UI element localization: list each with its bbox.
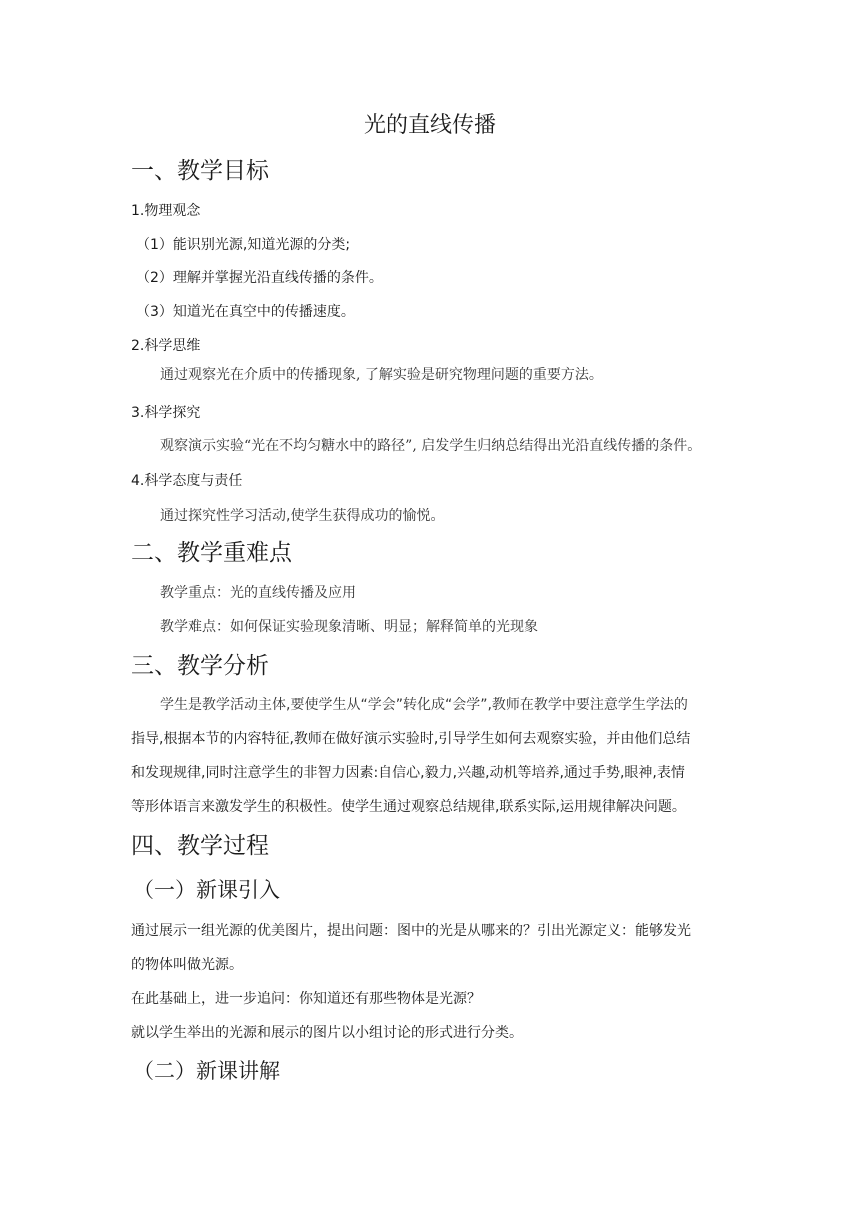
key-point: 教学重点：光的直线传播及应用 [160, 585, 356, 601]
process-line: 的物体叫做光源。 [131, 957, 243, 973]
subheading-scientific-thinking: 2.科学思维 [131, 338, 201, 354]
process-line: 就以学生举出的光源和展示的图片以小组讨论的形式进行分类。 [131, 1025, 523, 1041]
paragraph: 通过探究性学习活动,使学生获得成功的愉悦。 [160, 508, 445, 524]
subheading-attitude: 4.科学态度与责任 [131, 473, 243, 489]
process-line: 通过展示一组光源的优美图片，提出问题：图中的光是从哪来的？引出光源定义：能够发光 [131, 923, 691, 939]
objective-item: （2）理解并掌握光沿直线传播的条件。 [136, 270, 383, 286]
objective-item: （1）能识别光源,知道光源的分类; [136, 237, 351, 253]
subheading-lesson-intro: （一）新课引入 [133, 878, 280, 902]
difficult-point: 教学难点：如何保证实验现象清晰、明显；解释简单的光现象 [160, 619, 538, 635]
subheading-scientific-inquiry: 3.科学探究 [131, 405, 201, 421]
section-heading-analysis: 三、教学分析 [131, 653, 269, 679]
analysis-line: 指导,根据本节的内容特征,教师在做好演示实验时,引导学生如何去观察实验，并由他们总结 [131, 731, 691, 747]
paragraph: 观察演示实验“光在不均匀糖水中的路径”, 启发学生归纳总结得出光沿直线传播的条件。 [160, 438, 702, 454]
analysis-line: 和发现规律,同时注意学生的非智力因素:自信心,毅力,兴趣,动机等培养,通过手势,眼神,表情 [131, 765, 685, 781]
section-heading-objectives: 一、教学目标 [131, 158, 269, 184]
subheading-lesson-explanation: （二）新课讲解 [133, 1059, 280, 1083]
section-heading-process: 四、教学过程 [131, 833, 269, 859]
analysis-line: 等形体语言来激发学生的积极性。使学生通过观察总结规律,联系实际,运用规律解决问题。 [131, 799, 686, 815]
paragraph: 通过观察光在介质中的传播现象, 了解实验是研究物理问题的重要方法。 [160, 367, 603, 383]
objective-item: （3）知道光在真空中的传播速度。 [136, 304, 355, 320]
subheading-physics-concept: 1.物理观念 [131, 203, 201, 219]
analysis-line: 学生是教学活动主体,要使学生从“学会”转化成“会学”,教师在教学中要注意学生学法的 [160, 697, 688, 713]
document-title: 光的直线传播 [363, 113, 496, 138]
section-heading-key-points: 二、教学重难点 [131, 540, 292, 566]
process-line: 在此基础上，进一步追问：你知道还有那些物体是光源？ [131, 991, 481, 1007]
